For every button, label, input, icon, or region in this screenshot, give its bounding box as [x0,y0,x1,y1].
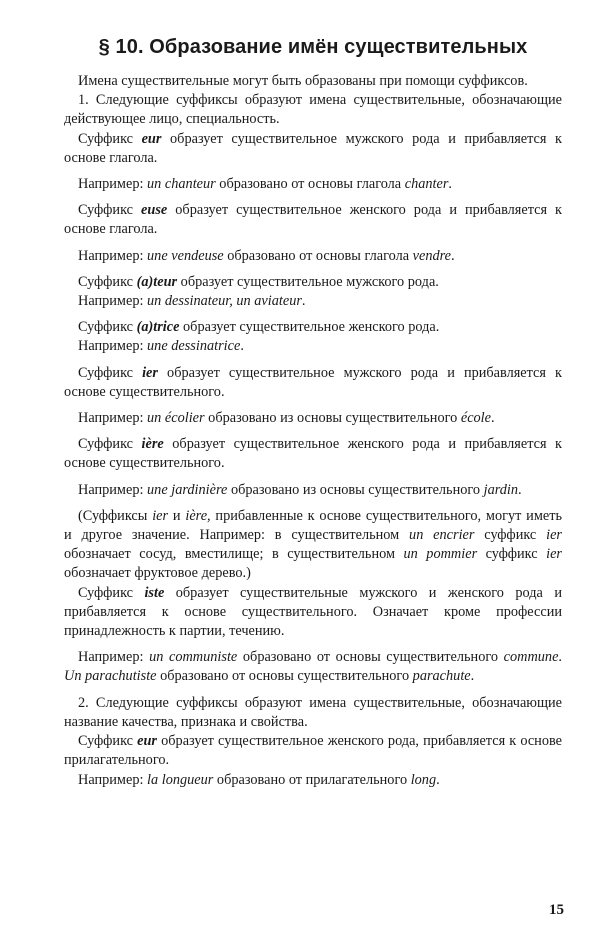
suffix-term: euse [141,202,168,219]
example-word: chanter [404,176,449,193]
paragraph-suffix-iere: Суффикс ière образует существительное женского рода и прибавляется к основе существительного. [64,436,563,472]
paragraph-suffix-iste: Суффикс iste образует существительные мужского и женского рода и прибавляется к основе существительного. Означает кроме профессии принадлежность к партии, течению. [64,584,562,640]
example-word: un communiste [149,649,238,666]
example-word: un chanteur [147,176,216,193]
example-word: un encrier [409,527,475,544]
example-dessinatrice: Например: une dessinatrice. [78,338,244,355]
example-word: école [460,410,492,427]
paragraph-point-1: 1. Следующие суффиксы образуют имена существительные, обозначающие действующее лицо, специальность. [64,92,562,128]
paragraph-suffix-ateur: Суффикс (a)teur образует существительное мужского рода. [78,273,439,290]
suffix-term: ier [546,546,562,563]
example-word: parachute [412,668,471,685]
paragraph-intro: Имена существительные могут быть образованы при помощи суффиксов. [78,73,528,89]
paragraph-point-2: 2. Следующие суффиксы образуют имена существительные, обозначающие название качества, признака и свойства. [64,694,562,730]
example-word: commune [503,649,559,666]
text-page [64,36,562,797]
example-dessinateur: Например: un dessinateur, un aviateur. [78,293,306,310]
example-word: long [410,771,437,788]
paragraph-note-ier-iere: (Суффиксы ier и ière, прибавленные к основе существительного, могут иметь и другое значение. Например: в существительном un encrier суффикс ier обозначает сосуд, вместилище; в существительном un pommier суффикс ier обозначает фруктовое дерево.) [64,507,562,582]
suffix-term: ier [546,527,562,544]
suffix-term: eur [137,733,157,750]
example-word: un pommier [403,546,478,563]
suffix-term: ier [142,364,158,381]
suffix-term: ière [141,436,164,453]
page-number: 15 [549,902,564,918]
suffix-term: iste [144,584,165,601]
example-word: jardin [483,481,519,498]
suffix-term: ière, [185,507,211,524]
suffix-term: (a)teur [136,273,178,290]
example-longueur: Например: la longueur образовано от прилагательного long. [78,771,440,788]
suffix-term: eur [141,130,162,147]
suffix-term: ier [152,507,169,524]
example-word: la longueur [147,771,214,788]
example-word: un écolier [147,410,205,427]
example-vendeuse: Например: une vendeuse образовано от основы глагола vendre. [78,247,455,264]
example-word: une dessinatrice [147,338,241,355]
suffix-term: (a)trice [136,319,180,336]
example-word: une jardinière [147,481,228,498]
paragraph-suffix-eur: Суффикс eur образует существительное мужского рода и прибавляется к основе глагола. [64,130,562,166]
paragraph-suffix-eur-quality: Суффикс eur образует существительное женского рода, прибавляется к основе прилагательного. [64,733,562,769]
paragraph-suffix-ier: Суффикс ier образует существительное мужского рода и прибавляется к основе существительного. [64,364,562,400]
example-word: vendre [412,247,452,264]
example-chanteur: Например: un chanteur образовано от основы глагола chanter. [78,176,452,193]
paragraph-suffix-euse: Суффикс euse образует существительное женского рода и прибавляется к основе глагола. [64,202,563,238]
example-word: Un parachutiste [64,668,157,685]
example-communiste: Например: un communiste образовано от основы существительного commune. Un parachutiste образовано от основы существительного parachute. [64,649,562,685]
section-heading: § 10. Образование имён существительных [98,36,528,58]
example-word: une vendeuse [147,247,224,264]
example-word: un dessinateur, un aviateur [147,293,302,310]
paragraph-suffix-atrice: Суффикс (a)trice образует существительное женского рода. [78,319,440,336]
example-jardiniere: Например: une jardinière образовано из основы существительного jardin. [78,481,522,498]
example-ecolier: Например: un écolier образовано из основы существительного école. [78,410,495,427]
